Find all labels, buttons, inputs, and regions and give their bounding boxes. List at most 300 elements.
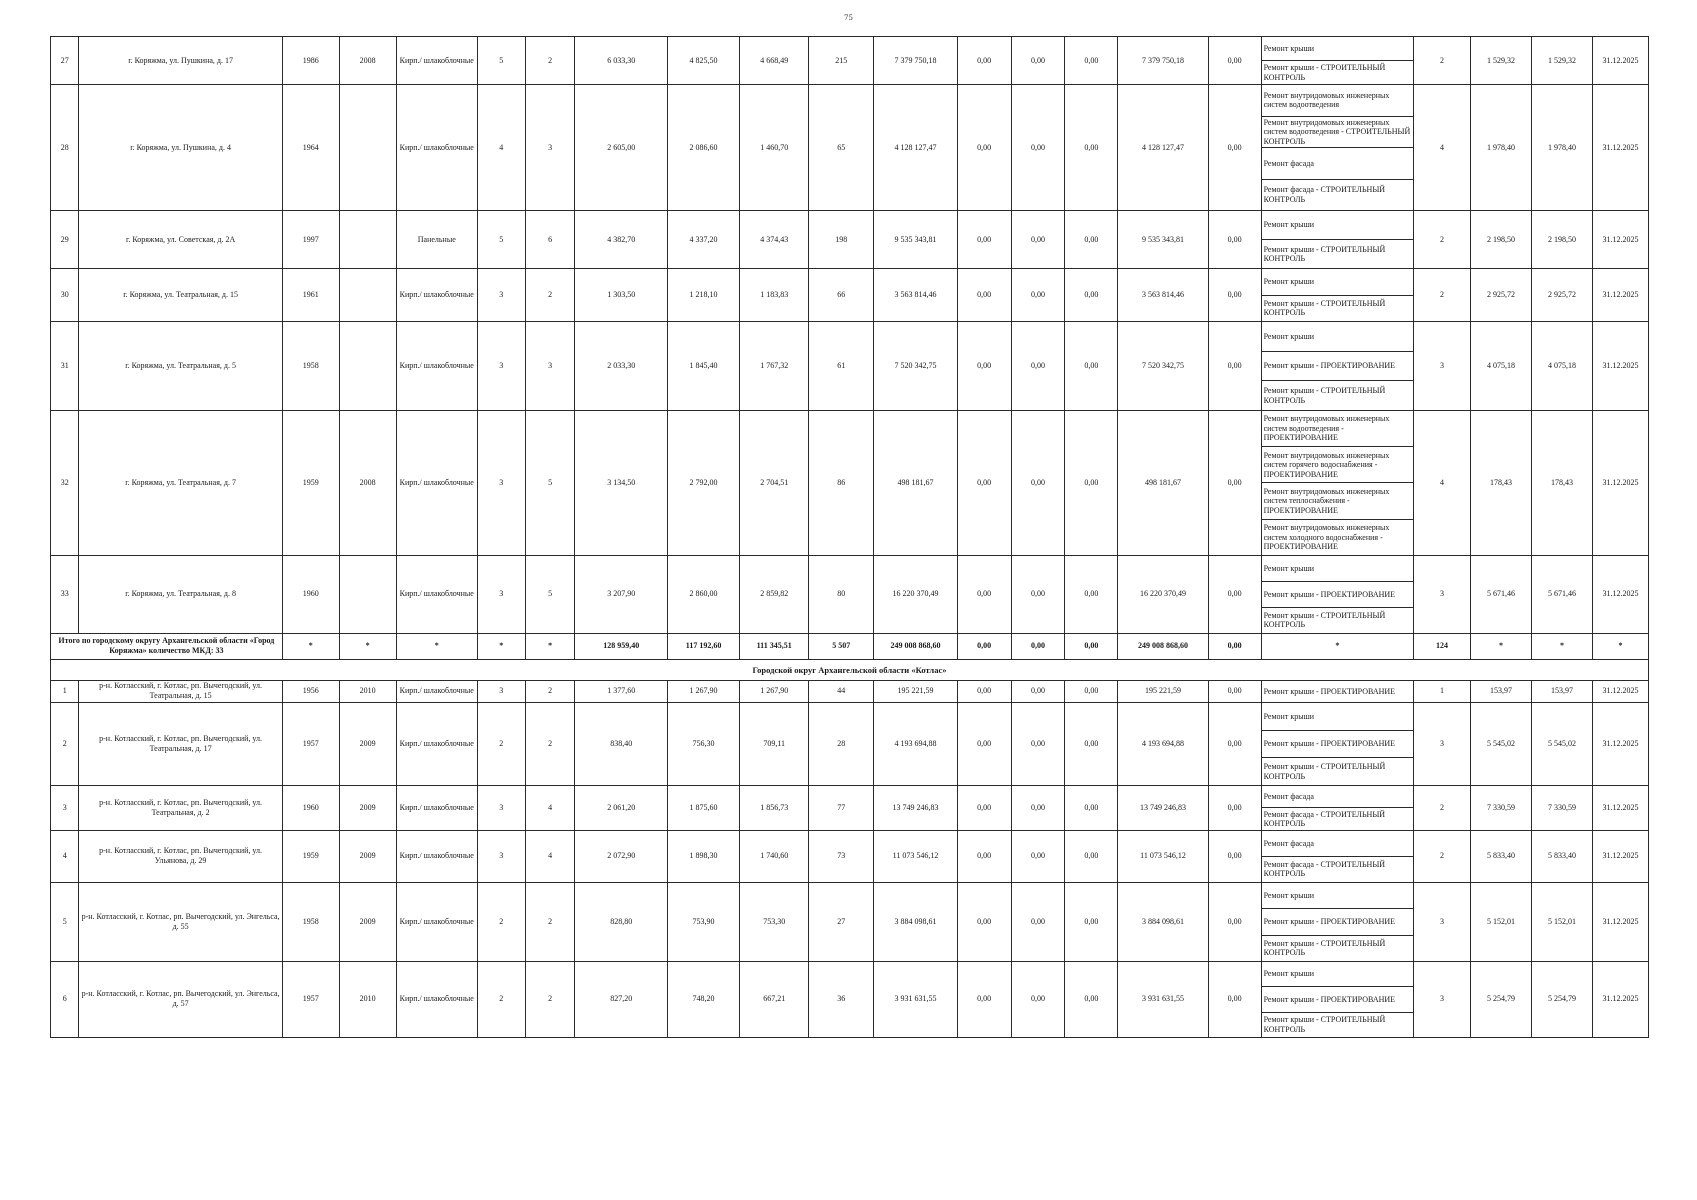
table-row	[51, 785, 1649, 808]
cell-area-total: 2 061,20	[575, 785, 668, 830]
cell-wall: Кирп./ шлакоблочные	[396, 702, 477, 785]
cell-wall: Кирп./ шлакоблочные	[396, 37, 477, 85]
cell-residents: 27	[809, 882, 874, 961]
cell-deadline: 31.12.2025	[1592, 269, 1648, 322]
table-row	[51, 85, 1649, 117]
work-type-cell: Ремонт внутридомовых инженерных систем горячего водоснабжения - ПРОЕКТИРОВАНИЕ	[1261, 447, 1413, 483]
cell-area-b: 1 856,73	[740, 785, 809, 830]
total-cost-total: 249 008 868,60	[874, 633, 957, 659]
work-type-cell: Ремонт крыши	[1261, 555, 1413, 581]
cell-year-built: 1964	[282, 85, 339, 211]
total-row	[51, 633, 1649, 659]
cell-f2: 0,00	[1011, 322, 1065, 411]
cell-cost-total: 3 563 814,46	[874, 269, 957, 322]
cell-entrances: 2	[525, 37, 575, 85]
cell-area-total: 1 377,60	[575, 680, 668, 702]
cell-area-total: 1 303,50	[575, 269, 668, 322]
cell-floors: 3	[477, 269, 525, 322]
cell-floors: 3	[477, 830, 525, 882]
cell-residents: 36	[809, 961, 874, 1037]
cell-count: 2	[1414, 269, 1471, 322]
cell-area-a: 753,90	[667, 882, 739, 961]
cell-f3: 0,00	[1065, 830, 1118, 882]
cell-floors: 3	[477, 785, 525, 830]
cell-f4: 4 193 694,88	[1118, 702, 1208, 785]
cell-wall: Панельные	[396, 211, 477, 269]
cell-cost-total: 13 749 246,83	[874, 785, 957, 830]
cell-count: 2	[1414, 785, 1471, 830]
table-row	[51, 37, 1649, 61]
work-type-cell: Ремонт внутридомовых инженерных систем холодного водоснабжения - ПРОЕКТИРОВАНИЕ	[1261, 519, 1413, 555]
cell-f3: 0,00	[1065, 269, 1118, 322]
cell-area-b: 667,21	[740, 961, 809, 1037]
cell-year-built: 1997	[282, 211, 339, 269]
cell-cost-sqm: 7 330,59	[1470, 785, 1531, 830]
cell-num: 4	[51, 830, 79, 882]
work-type-cell: Ремонт крыши	[1261, 322, 1413, 352]
cell-cost-sqm: 2 925,72	[1470, 269, 1531, 322]
cell-area-total: 4 382,70	[575, 211, 668, 269]
cell-cost-sqm-max: 7 330,59	[1531, 785, 1592, 830]
cell-f4: 7 520 342,75	[1118, 322, 1208, 411]
work-type-cell: Ремонт крыши - СТРОИТЕЛЬНЫЙ КОНТРОЛЬ	[1261, 240, 1413, 269]
cell-f5: 0,00	[1208, 85, 1261, 211]
cell-deadline: 31.12.2025	[1592, 410, 1648, 555]
cell-f1: 0,00	[957, 882, 1011, 961]
cell-cost-sqm-max: 5 833,40	[1531, 830, 1592, 882]
cell-year-repair: 2008	[339, 37, 396, 85]
cell-cost-total: 498 181,67	[874, 410, 957, 555]
cell-f4: 16 220 370,49	[1118, 555, 1208, 633]
cell-year-repair	[339, 555, 396, 633]
cell-cost-total: 7 379 750,18	[874, 37, 957, 85]
cell-cost-sqm: 5 545,02	[1470, 702, 1531, 785]
cell-cost-sqm-max: 4 075,18	[1531, 322, 1592, 411]
work-type-cell: Ремонт фасада	[1261, 785, 1413, 808]
cell-f3: 0,00	[1065, 322, 1118, 411]
cell-cost-total: 3 884 098,61	[874, 882, 957, 961]
cell-f4: 3 563 814,46	[1118, 269, 1208, 322]
cell-f5: 0,00	[1208, 830, 1261, 882]
cell-residents: 86	[809, 410, 874, 555]
total-c1: *	[282, 633, 339, 659]
cell-year-built: 1956	[282, 680, 339, 702]
cell-num: 29	[51, 211, 79, 269]
cell-f4: 3 931 631,55	[1118, 961, 1208, 1037]
cell-area-a: 4 337,20	[667, 211, 739, 269]
cell-deadline: 31.12.2025	[1592, 555, 1648, 633]
cell-num: 3	[51, 785, 79, 830]
cell-cost-sqm: 5 671,46	[1470, 555, 1531, 633]
cell-area-b: 1 767,32	[740, 322, 809, 411]
cell-entrances: 2	[525, 702, 575, 785]
cell-num: 32	[51, 410, 79, 555]
cell-f3: 0,00	[1065, 37, 1118, 85]
cell-f5: 0,00	[1208, 702, 1261, 785]
cell-address: р-н. Котласский, г. Котлас, рп. Вычегодский, ул. Энгельса, д. 55	[79, 882, 282, 961]
cell-deadline: 31.12.2025	[1592, 830, 1648, 882]
cell-area-a: 2 086,60	[667, 85, 739, 211]
cell-address: г. Коряжма, ул. Театральная, д. 8	[79, 555, 282, 633]
cell-area-a: 1 898,30	[667, 830, 739, 882]
cell-cost-sqm: 1 978,40	[1470, 85, 1531, 211]
cell-cost-sqm-max: 1 529,32	[1531, 37, 1592, 85]
cell-residents: 215	[809, 37, 874, 85]
cell-entrances: 4	[525, 830, 575, 882]
cell-f2: 0,00	[1011, 555, 1065, 633]
total-c4: *	[477, 633, 525, 659]
cell-f5: 0,00	[1208, 680, 1261, 702]
cell-area-b: 2 704,51	[740, 410, 809, 555]
table-row	[51, 211, 1649, 240]
total-area-a: 117 192,60	[667, 633, 739, 659]
cell-area-a: 748,20	[667, 961, 739, 1037]
cell-area-a: 1 267,90	[667, 680, 739, 702]
cell-f5: 0,00	[1208, 211, 1261, 269]
cell-f1: 0,00	[957, 702, 1011, 785]
cell-area-b: 1 183,83	[740, 269, 809, 322]
table-row	[51, 680, 1649, 702]
cell-num: 31	[51, 322, 79, 411]
cell-wall: Кирп./ шлакоблочные	[396, 322, 477, 411]
cell-f1: 0,00	[957, 830, 1011, 882]
table-row	[51, 269, 1649, 296]
cell-year-repair	[339, 211, 396, 269]
total-works: *	[1261, 633, 1413, 659]
cell-wall: Кирп./ шлакоблочные	[396, 830, 477, 882]
cell-f1: 0,00	[957, 680, 1011, 702]
cell-year-built: 1957	[282, 702, 339, 785]
cell-cost-total: 16 220 370,49	[874, 555, 957, 633]
cell-cost-sqm-max: 5 671,46	[1531, 555, 1592, 633]
total-count: 124	[1414, 633, 1471, 659]
work-type-cell: Ремонт крыши - ПРОЕКТИРОВАНИЕ	[1261, 351, 1413, 381]
work-type-cell: Ремонт внутридомовых инженерных систем водоотведения - ПРОЕКТИРОВАНИЕ	[1261, 410, 1413, 446]
work-type-cell: Ремонт крыши - ПРОЕКТИРОВАНИЕ	[1261, 581, 1413, 607]
cell-f2: 0,00	[1011, 410, 1065, 555]
cell-f4: 9 535 343,81	[1118, 211, 1208, 269]
cell-f5: 0,00	[1208, 269, 1261, 322]
cell-address: г. Коряжма, ул. Театральная, д. 5	[79, 322, 282, 411]
cell-area-a: 4 825,50	[667, 37, 739, 85]
cell-wall: Кирп./ шлакоблочные	[396, 882, 477, 961]
cell-cost-sqm: 5 152,01	[1470, 882, 1531, 961]
cell-area-b: 1 740,60	[740, 830, 809, 882]
cell-cost-sqm: 2 198,50	[1470, 211, 1531, 269]
cell-entrances: 2	[525, 882, 575, 961]
cell-cost-sqm: 178,43	[1470, 410, 1531, 555]
cell-area-a: 1 875,60	[667, 785, 739, 830]
cell-num: 6	[51, 961, 79, 1037]
total-cost-sqm: *	[1470, 633, 1531, 659]
cell-area-total: 2 605,00	[575, 85, 668, 211]
work-type-cell: Ремонт внутридомовых инженерных систем водоотведения	[1261, 85, 1413, 117]
cell-f2: 0,00	[1011, 37, 1065, 85]
work-type-cell: Ремонт фасада - СТРОИТЕЛЬНЫЙ КОНТРОЛЬ	[1261, 179, 1413, 211]
cell-count: 3	[1414, 322, 1471, 411]
total-f1: 0,00	[957, 633, 1011, 659]
cell-floors: 5	[477, 211, 525, 269]
cell-f4: 195 221,59	[1118, 680, 1208, 702]
cell-deadline: 31.12.2025	[1592, 85, 1648, 211]
cell-f5: 0,00	[1208, 555, 1261, 633]
work-type-cell: Ремонт крыши	[1261, 211, 1413, 240]
cell-residents: 66	[809, 269, 874, 322]
cell-num: 1	[51, 680, 79, 702]
cell-year-repair: 2008	[339, 410, 396, 555]
work-type-cell: Ремонт крыши - СТРОИТЕЛЬНЫЙ КОНТРОЛЬ	[1261, 61, 1413, 85]
work-type-cell: Ремонт крыши - ПРОЕКТИРОВАНИЕ	[1261, 730, 1413, 758]
cell-cost-sqm-max: 5 152,01	[1531, 882, 1592, 961]
cell-year-repair: 2010	[339, 961, 396, 1037]
work-type-cell: Ремонт внутридомовых инженерных систем водоотведения - СТРОИТЕЛЬНЫЙ КОНТРОЛЬ	[1261, 116, 1413, 148]
cell-address: р-н. Котласский, г. Котлас, рп. Вычегодский, ул. Энгельса, д. 57	[79, 961, 282, 1037]
work-type-cell: Ремонт крыши	[1261, 269, 1413, 296]
cell-area-total: 838,40	[575, 702, 668, 785]
cell-year-repair	[339, 85, 396, 211]
cell-floors: 3	[477, 410, 525, 555]
total-c2: *	[339, 633, 396, 659]
cell-count: 1	[1414, 680, 1471, 702]
total-f2: 0,00	[1011, 633, 1065, 659]
cell-area-total: 6 033,30	[575, 37, 668, 85]
cell-address: г. Коряжма, ул. Советская, д. 2А	[79, 211, 282, 269]
table-row	[51, 410, 1649, 446]
cell-count: 3	[1414, 882, 1471, 961]
cell-f3: 0,00	[1065, 961, 1118, 1037]
cell-entrances: 2	[525, 680, 575, 702]
cell-f3: 0,00	[1065, 882, 1118, 961]
cell-deadline: 31.12.2025	[1592, 211, 1648, 269]
cell-f2: 0,00	[1011, 85, 1065, 211]
cell-address: р-н. Котласский, г. Котлас, рп. Вычегодский, ул. Ульянова, д. 29	[79, 830, 282, 882]
cell-deadline: 31.12.2025	[1592, 961, 1648, 1037]
cell-year-repair: 2009	[339, 882, 396, 961]
total-deadline: *	[1592, 633, 1648, 659]
work-type-cell: Ремонт крыши - СТРОИТЕЛЬНЫЙ КОНТРОЛЬ	[1261, 295, 1413, 322]
cell-wall: Кирп./ шлакоблочные	[396, 961, 477, 1037]
cell-floors: 2	[477, 882, 525, 961]
cell-residents: 44	[809, 680, 874, 702]
page-number: 75	[844, 14, 853, 22]
cell-num: 30	[51, 269, 79, 322]
cell-f1: 0,00	[957, 961, 1011, 1037]
cell-entrances: 4	[525, 785, 575, 830]
cell-area-a: 2 860,00	[667, 555, 739, 633]
cell-area-total: 3 207,90	[575, 555, 668, 633]
cell-residents: 65	[809, 85, 874, 211]
cell-f3: 0,00	[1065, 410, 1118, 555]
cell-cost-total: 3 931 631,55	[874, 961, 957, 1037]
total-f3: 0,00	[1065, 633, 1118, 659]
cell-residents: 80	[809, 555, 874, 633]
table-row	[51, 555, 1649, 581]
cell-count: 2	[1414, 211, 1471, 269]
cell-address: г. Коряжма, ул. Пушкина, д. 4	[79, 85, 282, 211]
cell-f5: 0,00	[1208, 410, 1261, 555]
cell-area-total: 2 072,90	[575, 830, 668, 882]
cell-cost-total: 4 128 127,47	[874, 85, 957, 211]
cell-area-a: 1 218,10	[667, 269, 739, 322]
cell-area-b: 4 374,43	[740, 211, 809, 269]
cell-year-repair: 2009	[339, 702, 396, 785]
cell-f3: 0,00	[1065, 555, 1118, 633]
work-type-cell: Ремонт крыши - ПРОЕКТИРОВАНИЕ	[1261, 680, 1413, 702]
work-type-cell: Ремонт крыши - СТРОИТЕЛЬНЫЙ КОНТРОЛЬ	[1261, 1012, 1413, 1037]
cell-area-b: 709,11	[740, 702, 809, 785]
cell-year-built: 1959	[282, 410, 339, 555]
cell-year-built: 1960	[282, 785, 339, 830]
cell-f4: 7 379 750,18	[1118, 37, 1208, 85]
cell-residents: 198	[809, 211, 874, 269]
cell-area-b: 4 668,49	[740, 37, 809, 85]
total-residents: 5 507	[809, 633, 874, 659]
cell-deadline: 31.12.2025	[1592, 785, 1648, 830]
cell-f5: 0,00	[1208, 37, 1261, 85]
cell-f1: 0,00	[957, 555, 1011, 633]
cell-f3: 0,00	[1065, 785, 1118, 830]
cell-year-built: 1986	[282, 37, 339, 85]
cell-floors: 5	[477, 37, 525, 85]
cell-area-total: 2 033,30	[575, 322, 668, 411]
cell-cost-total: 4 193 694,88	[874, 702, 957, 785]
cell-wall: Кирп./ шлакоблочные	[396, 785, 477, 830]
cell-entrances: 2	[525, 269, 575, 322]
cell-num: 28	[51, 85, 79, 211]
cell-cost-total: 9 535 343,81	[874, 211, 957, 269]
work-type-cell: Ремонт крыши - ПРОЕКТИРОВАНИЕ	[1261, 909, 1413, 935]
work-type-cell: Ремонт фасада - СТРОИТЕЛЬНЫЙ КОНТРОЛЬ	[1261, 808, 1413, 831]
total-cost-sqm-max: *	[1531, 633, 1592, 659]
total-f4: 249 008 868,60	[1118, 633, 1208, 659]
cell-wall: Кирп./ шлакоблочные	[396, 680, 477, 702]
cell-area-a: 1 845,40	[667, 322, 739, 411]
cell-address: г. Коряжма, ул. Пушкина, д. 17	[79, 37, 282, 85]
cell-wall: Кирп./ шлакоблочные	[396, 85, 477, 211]
cell-residents: 77	[809, 785, 874, 830]
cell-f4: 4 128 127,47	[1118, 85, 1208, 211]
work-type-cell: Ремонт крыши - СТРОИТЕЛЬНЫЙ КОНТРОЛЬ	[1261, 381, 1413, 411]
cell-f4: 11 073 546,12	[1118, 830, 1208, 882]
cell-area-a: 2 792,00	[667, 410, 739, 555]
work-type-cell: Ремонт крыши	[1261, 702, 1413, 730]
cell-cost-sqm-max: 5 254,79	[1531, 961, 1592, 1037]
table-row	[51, 322, 1649, 352]
cell-count: 3	[1414, 961, 1471, 1037]
cell-year-built: 1957	[282, 961, 339, 1037]
cell-floors: 3	[477, 555, 525, 633]
cell-f1: 0,00	[957, 85, 1011, 211]
cell-cost-sqm-max: 1 978,40	[1531, 85, 1592, 211]
section-header-row	[51, 659, 1649, 680]
work-type-cell: Ремонт крыши	[1261, 961, 1413, 986]
cell-cost-sqm: 5 833,40	[1470, 830, 1531, 882]
cell-f5: 0,00	[1208, 322, 1261, 411]
cell-area-total: 3 134,50	[575, 410, 668, 555]
cell-f5: 0,00	[1208, 961, 1261, 1037]
cell-entrances: 6	[525, 211, 575, 269]
section-title: Городской округ Архангельской области «Котлас»	[51, 659, 1649, 680]
cell-residents: 28	[809, 702, 874, 785]
cell-year-built: 1959	[282, 830, 339, 882]
cell-wall: Кирп./ шлакоблочные	[396, 269, 477, 322]
cell-cost-sqm-max: 153,97	[1531, 680, 1592, 702]
cell-f1: 0,00	[957, 410, 1011, 555]
cell-f3: 0,00	[1065, 702, 1118, 785]
work-type-cell: Ремонт крыши - СТРОИТЕЛЬНЫЙ КОНТРОЛЬ	[1261, 758, 1413, 786]
cell-f1: 0,00	[957, 269, 1011, 322]
cell-year-built: 1958	[282, 882, 339, 961]
cell-year-repair	[339, 269, 396, 322]
total-label: Итого по городскому округу Архангельской области «Город Коряжма» количество МКД: 33	[51, 633, 283, 659]
cell-floors: 3	[477, 680, 525, 702]
work-type-cell: Ремонт крыши - СТРОИТЕЛЬНЫЙ КОНТРОЛЬ	[1261, 607, 1413, 633]
cell-f1: 0,00	[957, 37, 1011, 85]
cell-address: г. Коряжма, ул. Театральная, д. 15	[79, 269, 282, 322]
total-area-total: 128 959,40	[575, 633, 668, 659]
work-type-cell: Ремонт внутридомовых инженерных систем теплоснабжения - ПРОЕКТИРОВАНИЕ	[1261, 483, 1413, 519]
cell-area-b: 2 859,82	[740, 555, 809, 633]
cell-entrances: 3	[525, 322, 575, 411]
cell-cost-total: 195 221,59	[874, 680, 957, 702]
cell-address: р-н. Котласский, г. Котлас, рп. Вычегодский, ул. Театральная, д. 17	[79, 702, 282, 785]
cell-f4: 13 749 246,83	[1118, 785, 1208, 830]
cell-f2: 0,00	[1011, 269, 1065, 322]
cell-cost-total: 7 520 342,75	[874, 322, 957, 411]
cell-entrances: 5	[525, 410, 575, 555]
cell-deadline: 31.12.2025	[1592, 680, 1648, 702]
cell-deadline: 31.12.2025	[1592, 322, 1648, 411]
cell-f1: 0,00	[957, 322, 1011, 411]
cell-cost-sqm-max: 2 925,72	[1531, 269, 1592, 322]
cell-year-built: 1958	[282, 322, 339, 411]
work-type-cell: Ремонт фасада - СТРОИТЕЛЬНЫЙ КОНТРОЛЬ	[1261, 856, 1413, 882]
cell-year-repair: 2010	[339, 680, 396, 702]
table-row	[51, 702, 1649, 730]
work-type-cell: Ремонт крыши - СТРОИТЕЛЬНЫЙ КОНТРОЛЬ	[1261, 935, 1413, 961]
cell-year-built: 1960	[282, 555, 339, 633]
cell-cost-sqm: 5 254,79	[1470, 961, 1531, 1037]
table-row	[51, 830, 1649, 856]
cell-year-repair	[339, 322, 396, 411]
cell-cost-sqm: 1 529,32	[1470, 37, 1531, 85]
cell-residents: 73	[809, 830, 874, 882]
work-type-cell: Ремонт фасада	[1261, 830, 1413, 856]
cell-f3: 0,00	[1065, 680, 1118, 702]
cell-f2: 0,00	[1011, 882, 1065, 961]
cell-count: 3	[1414, 702, 1471, 785]
cell-area-total: 827,20	[575, 961, 668, 1037]
total-f5: 0,00	[1208, 633, 1261, 659]
cell-f2: 0,00	[1011, 961, 1065, 1037]
cell-cost-sqm: 4 075,18	[1470, 322, 1531, 411]
cell-floors: 2	[477, 961, 525, 1037]
cell-area-a: 756,30	[667, 702, 739, 785]
cell-count: 3	[1414, 555, 1471, 633]
cell-floors: 4	[477, 85, 525, 211]
work-type-cell: Ремонт крыши	[1261, 882, 1413, 908]
cell-floors: 2	[477, 702, 525, 785]
cell-f3: 0,00	[1065, 211, 1118, 269]
capital-repair-register-table	[50, 36, 1649, 1038]
work-type-cell: Ремонт фасада	[1261, 148, 1413, 180]
cell-residents: 61	[809, 322, 874, 411]
cell-num: 2	[51, 702, 79, 785]
cell-f1: 0,00	[957, 211, 1011, 269]
cell-cost-sqm-max: 5 545,02	[1531, 702, 1592, 785]
cell-area-b: 1 460,70	[740, 85, 809, 211]
cell-f5: 0,00	[1208, 882, 1261, 961]
